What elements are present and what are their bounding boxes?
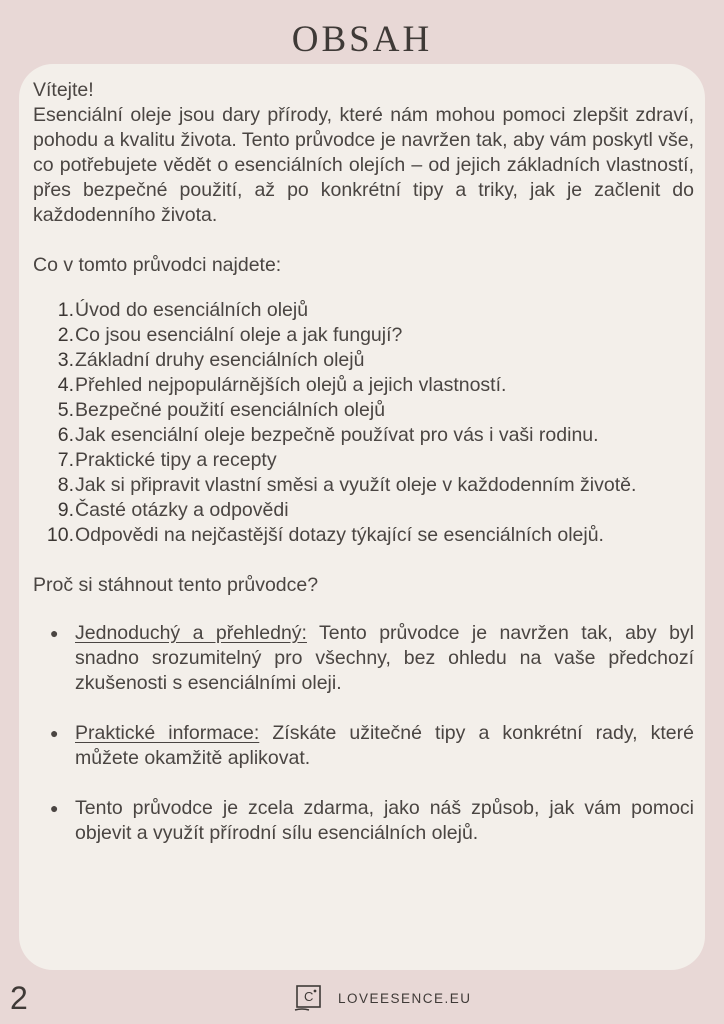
list-text: Přehled nejpopulárnějších olejů a jejich vlastností.: [75, 374, 507, 396]
list-text: Odpovědi na nejčastější dotazy týkající se esenciálních olejů.: [75, 524, 604, 546]
camera-logo-icon: [294, 984, 324, 1012]
list-text: Co jsou esenciální oleje a jak fungují?: [75, 324, 403, 346]
list-item: [33, 423, 694, 448]
list-item: [33, 498, 694, 523]
bullet-icon: ●: [50, 625, 59, 641]
reasons-label: Proč si stáhnout tento průvodce?: [33, 574, 319, 596]
list-number: 9.: [57, 499, 74, 521]
reason-body: Tento průvodce je navržen tak, aby byl snadno srozumitelný pro všechny, bez ohledu na vaše předchozí zkušenosti s esenciálními oleji.: [75, 622, 694, 694]
reason-lead: Jednoduchý a přehledný:: [75, 622, 307, 644]
list-item: [33, 448, 694, 473]
list-item: [33, 796, 694, 846]
reason-body: Tento průvodce je zcela zdarma, jako náš způsob, jak vám pomoci objevit a využít přírodní sílu esenciálních olejů.: [75, 797, 694, 844]
list-item: [33, 621, 694, 696]
list-number: 7.: [57, 449, 74, 471]
list-item: [33, 298, 694, 323]
list-text: Základní druhy esenciálních olejů: [75, 349, 365, 371]
list-number: 3.: [57, 349, 74, 371]
footer-brand: [294, 984, 472, 1012]
reason-lead: Praktické informace:: [75, 722, 260, 744]
list-item: [33, 473, 694, 498]
list-number: 1.: [57, 299, 74, 321]
page-title: OBSAH: [291, 19, 433, 60]
list-text: Praktické tipy a recepty: [75, 449, 277, 471]
page-number: 2: [10, 980, 28, 1016]
list-text: Úvod do esenciálních olejů: [75, 299, 309, 321]
greeting: Vítejte!: [33, 79, 94, 101]
reason-text: [75, 621, 694, 696]
content-area: [33, 78, 694, 871]
reason-text: [75, 796, 694, 846]
bullet-icon: ●: [50, 800, 59, 816]
list-number: 2.: [57, 324, 74, 346]
list-number: 5.: [57, 399, 74, 421]
list-text: Časté otázky a odpovědi: [75, 499, 289, 521]
list-text: Bezpečné použití esenciálních olejů: [75, 399, 386, 421]
list-item: [33, 721, 694, 771]
toc-list: [33, 298, 694, 548]
list-number: 8.: [57, 474, 74, 496]
list-item: [33, 348, 694, 373]
bullet-icon: ●: [50, 725, 59, 741]
list-text: Jak si připravit vlastní směsi a využít oleje v každodenním životě.: [75, 474, 637, 496]
reason-text: [75, 721, 694, 771]
list-item: [33, 323, 694, 348]
list-item: [33, 523, 694, 548]
toc-label: Co v tomto průvodci najdete:: [33, 254, 282, 276]
list-number: 4.: [57, 374, 74, 396]
svg-text:C: C: [304, 989, 314, 1004]
list-number: 10.: [46, 524, 74, 546]
intro-paragraph: Esenciální oleje jsou dary přírody, které nám mohou pomoci zlepšit zdraví, pohodu a kvalitu života. Tento průvodce je navržen tak, aby vám poskytl vše, co potřebujete vědět o esenciálních olejích – od jejich základních vlastností, přes bezpečné použití, až po konkrétní tipy a triky, jak je začlenit do každodenního života.: [33, 104, 694, 226]
list-text: Jak esenciální oleje bezpečně používat pro vás i vaši rodinu.: [75, 424, 599, 446]
list-item: [33, 373, 694, 398]
list-number: 6.: [57, 424, 74, 446]
reason-body: Získáte užitečné tipy a konkrétní rady, které můžete okamžitě aplikovat.: [75, 722, 694, 769]
brand-name: LOVEESENCE.EU: [338, 990, 472, 1006]
list-item: [33, 398, 694, 423]
reasons-list: [33, 621, 694, 846]
